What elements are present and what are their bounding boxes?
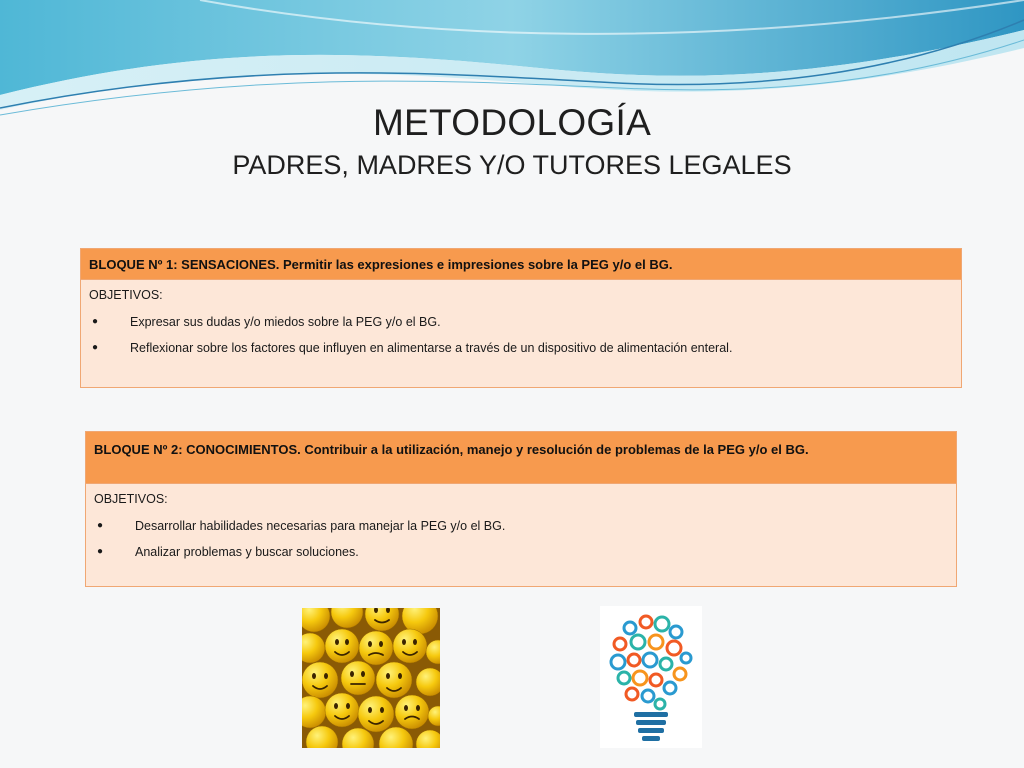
- block-2-body: [86, 484, 956, 560]
- block-1-objectives-label: OBJETIVOS:: [89, 288, 163, 302]
- block-2-bullet-1: Desarrollar habilidades necesarias para manejar la PEG y/o el BG.: [135, 519, 506, 533]
- gear-lightbulb-icon: [600, 606, 702, 748]
- block-1-body: [81, 280, 961, 356]
- gear-lightbulb-image: [600, 606, 702, 748]
- block-2-bullet-2: Analizar problemas y buscar soluciones.: [135, 545, 359, 559]
- bullet-icon: ●: [92, 316, 99, 327]
- bullet-icon: ●: [92, 342, 99, 353]
- list-item: [94, 518, 948, 534]
- block-1-table: [80, 248, 962, 388]
- smiley-faces-image: [302, 608, 440, 748]
- slide-subtitle: PADRES, MADRES Y/O TUTORES LEGALES: [232, 150, 792, 180]
- list-item: [94, 544, 948, 560]
- slide-title: METODOLOGÍA: [372, 102, 652, 143]
- title-area: [0, 100, 1024, 182]
- bullet-icon: ●: [97, 520, 104, 531]
- block-1-bullet-2: Reflexionar sobre los factores que influyen en alimentarse a través de un dispositivo de alimentación enteral.: [130, 341, 733, 355]
- block-2-objectives-label: OBJETIVOS:: [94, 492, 168, 506]
- block-2-header: BLOQUE Nº 2: CONOCIMIENTOS. Contribuir a la utilización, manejo y resolución de problemas de la PEG y/o el BG.: [86, 432, 956, 484]
- block-1-header: BLOQUE Nº 1: SENSACIONES. Permitir las expresiones e impresiones sobre la PEG y/o el BG.: [81, 249, 961, 280]
- list-item: [89, 340, 953, 356]
- block-1-bullet-1: Expresar sus dudas y/o miedos sobre la PEG y/o el BG.: [130, 315, 441, 329]
- bullet-icon: ●: [97, 546, 104, 557]
- smiley-faces-icon: [302, 608, 440, 748]
- list-item: [89, 314, 953, 330]
- block-2-table: [85, 431, 957, 587]
